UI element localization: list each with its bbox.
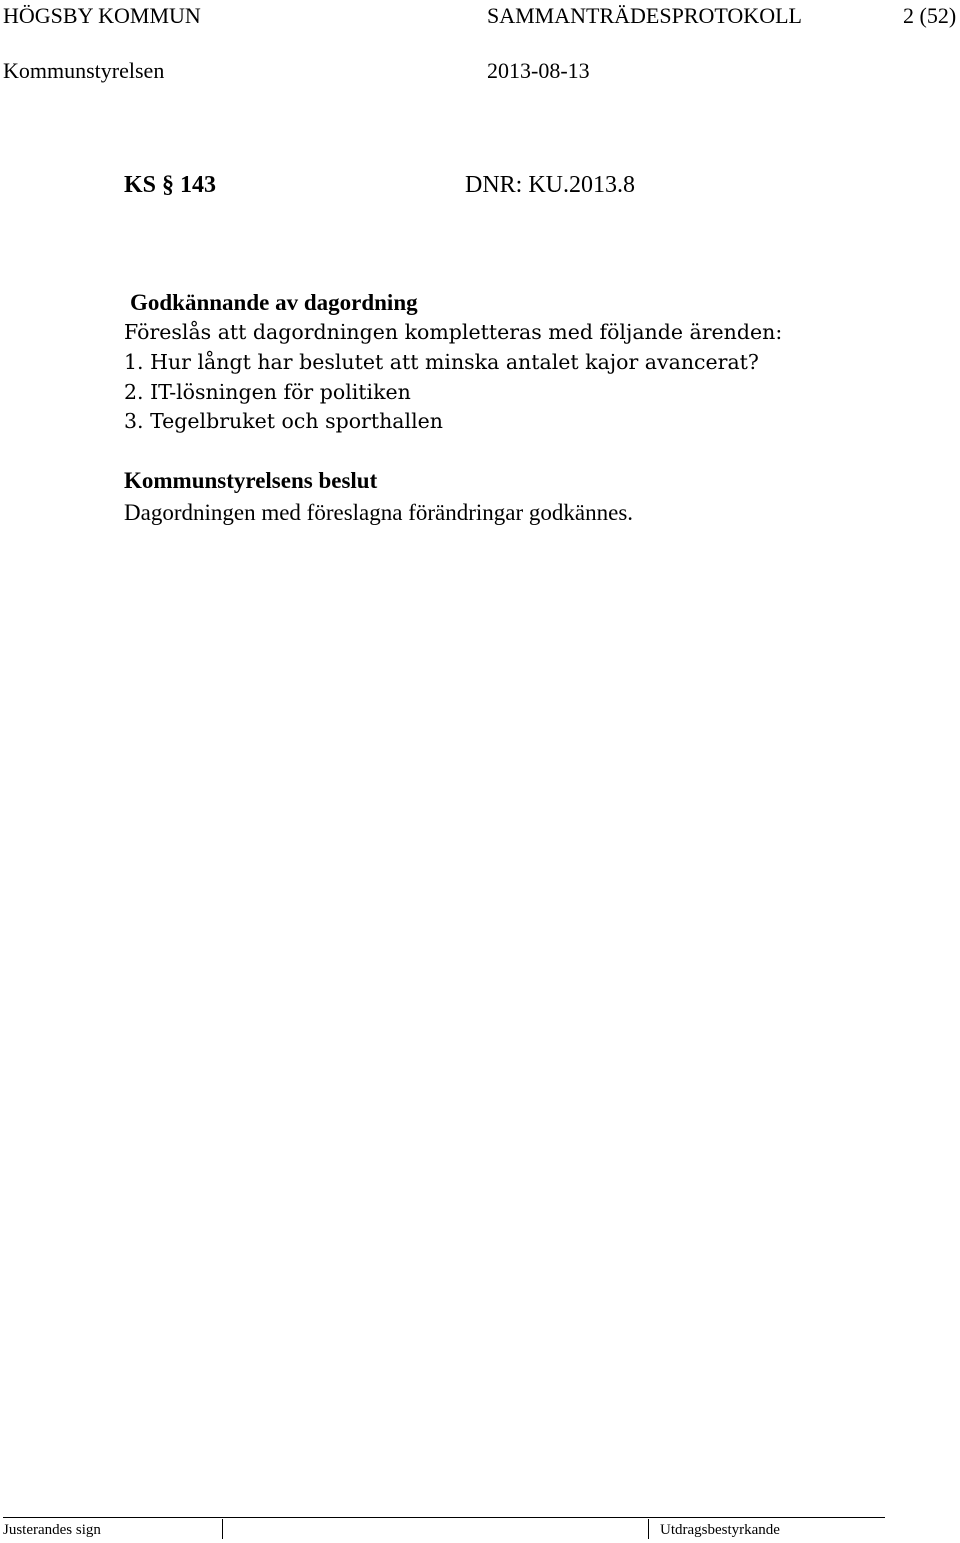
signature-field-divider [648,1519,649,1539]
item-heading: Godkännande av dagordning [130,290,418,315]
case-number: KS § 143 [124,172,217,198]
case-dnr: DNR: KU.2013.8 [465,172,636,198]
board-name: Kommunstyrelsen [3,58,165,83]
decision-heading: Kommunstyrelsens beslut [124,468,378,493]
footer-rule [3,1517,885,1518]
organization-name: HÖGSBY KOMMUN [3,3,201,28]
document-type: SAMMANTRÄDESPROTOKOLL [487,3,802,28]
agenda-addition-1: 1. Hur långt har beslutet att minska antalet kajor avancerat? [124,350,759,374]
meeting-date: 2013-08-13 [487,58,590,83]
footer-justerandes-sign-label: Justerandes sign [3,1522,101,1538]
proposal-intro: Föreslås att dagordningen kompletteras med följande ärenden: [124,320,783,344]
agenda-addition-2: 2. IT-lösningen för politiken [124,380,411,404]
agenda-addition-3: 3. Tegelbruket och sporthallen [124,409,443,433]
footer-utdragsbestyrkande-label: Utdragsbestyrkande [660,1522,780,1538]
decision-text: Dagordningen med föreslagna förändringar godkännes. [124,500,634,525]
signature-field-divider [222,1519,223,1539]
page-number: 2 (52) [903,3,957,28]
